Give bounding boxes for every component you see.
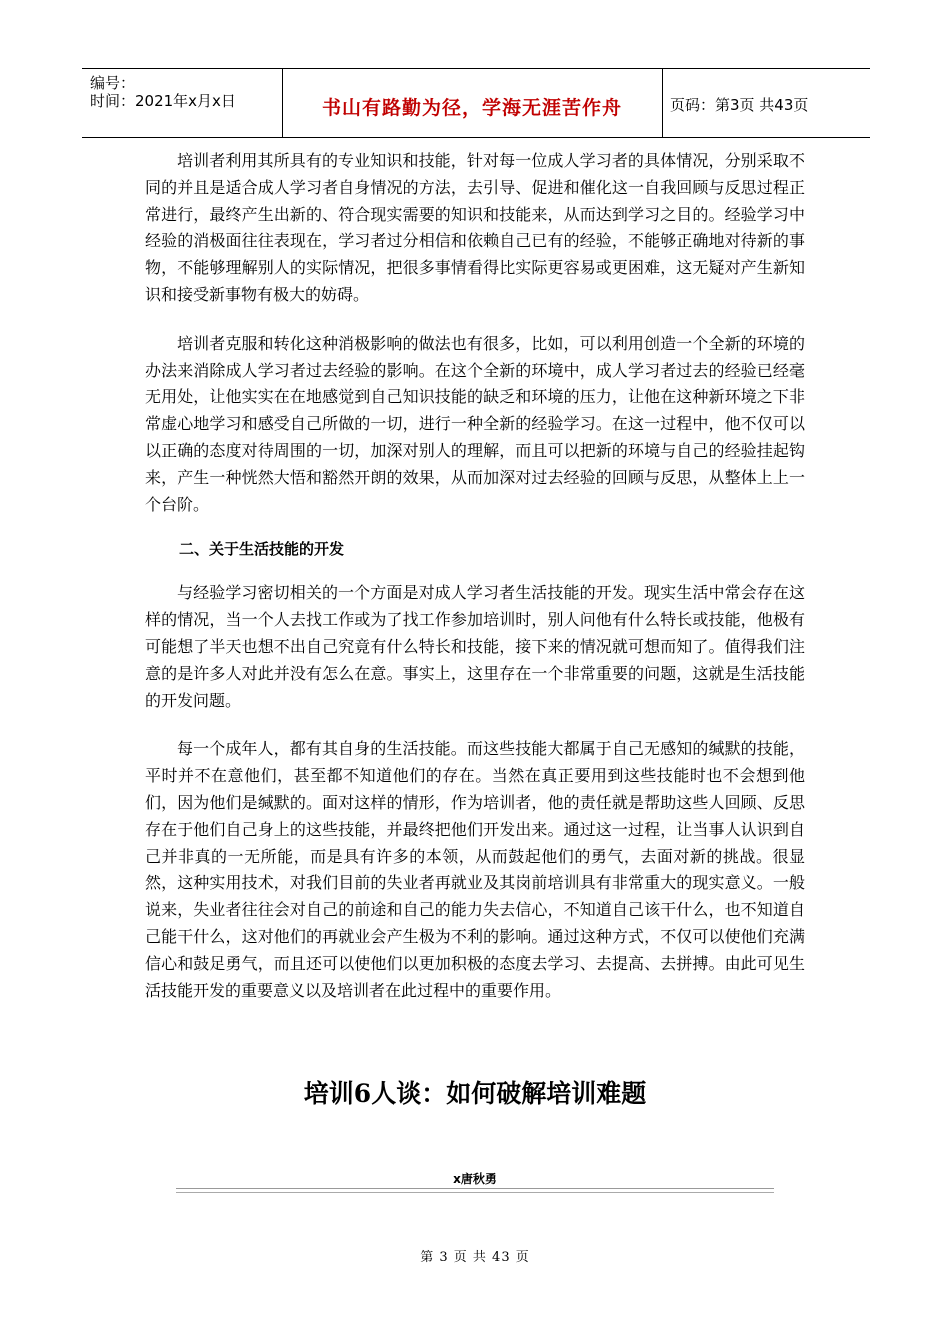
author-byline: x唐秋勇 [453,1172,497,1186]
paragraph: 培训者克服和转化这种消极影响的做法也有很多，比如，可以利用创造一个全新的环境的办法来消除成人学习者过去经验的影响。在这个全新的环境中，成人学习者过去的经验已经毫无用处，让他实实在在地感觉到自己知识技能的缺乏和环境的压力，让他在这种新环境之下非常虚心地学习和感受自己所做的一切，进行一种全新的经验学习。在这一过程中，他不仅可以以正确的态度对待周围的一切，加深对别人的理解，而且可以把新的环境与自己的经验挂起钩来，产生一种恍然大悟和豁然开朗的效果，从而加深对过去经验的回顾与反思，从整体上上一个台阶。 [145,333,805,514]
section-heading: 二、关于生活技能的开发 [179,540,345,559]
article-title: 培训6人谈：如何破解培训难题 [303,1079,647,1108]
date-label: 时间：2021年x月x日 [90,92,236,110]
divider [176,1188,774,1193]
page-code: 页码：第3页 共43页 [670,96,809,114]
page-footer: 第 3 页 共 43 页 [420,1250,530,1265]
page-header [82,68,870,138]
header-page-cell [662,69,870,137]
document-body [145,148,805,1004]
paragraph: 与经验学习密切相关的一个方面是对成人学习者生活技能的开发。现实生活中常会存在这样的情况，当一个人去找工作或为了找工作参加培训时，别人问他有什么特长或技能，他极有可能想了半天也想不出自己究竟有什么特长和技能，接下来的情况就可想而知了。值得我们注意的是许多人对此并没有怎么在意。事实上，这里存在一个非常重要的问题，这就是生活技能的开发问题。 [145,583,805,710]
motto: 书山有路勤为径，学海无涯苦作舟 [321,97,622,119]
paragraph: 培训者利用其所具有的专业知识和技能，针对每一位成人学习者的具体情况，分别采取不同的并且是适合成人学习者自身情况的方法，去引导、促进和催化这一自我回顾与反思过程正常进行，最终产生出新的、符合现实需要的知识和技能来，从而达到学习之目的。经验学习中经验的消极面往往表现在，学习者过分相信和依赖自己已有的经验，不能够正确地对待新的事物，不能够理解别人的实际情况，把很多事情看得比实际更容易或更困难，这无疑对产生新知识和接受新事物有极大的妨碍。 [145,151,805,304]
paragraph: 每一个成年人，都有其自身的生活技能。而这些技能大都属于自己无感知的缄默的技能，平时并不在意他们，甚至都不知道他们的存在。当然在真正要用到这些技能时也不会想到他们，因为他们是缄默的。面对这样的情形，作为培训者，他的责任就是帮助这些人回顾、反思存在于他们自己身上的这些技能，并最终把他们开发出来。通过这一过程，让当事人认识到自己并非真的一无所能，而是具有许多的本领，从而鼓起他们的勇气，去面对新的挑战。很显然，这种实用技术，对我们目前的失业者再就业及其岗前培训具有非常重大的现实意义。一般说来，失业者往往会对自己的前途和自己的能力失去信心，不知道自己该干什么，也不知道自己能干什么，这对他们的再就业会产生极为不利的影响。通过这种方式，不仅可以使他们充满信心和鼓足勇气，而且还可以使他们以更加积极的态度去学习、去提高、去拼搏。由此可见生活技能开发的重要意义以及培训者在此过程中的重要作用。 [145,739,805,1000]
header-motto-cell [282,69,663,137]
header-info-cell [82,69,283,137]
number-label: 编号： [90,74,136,92]
